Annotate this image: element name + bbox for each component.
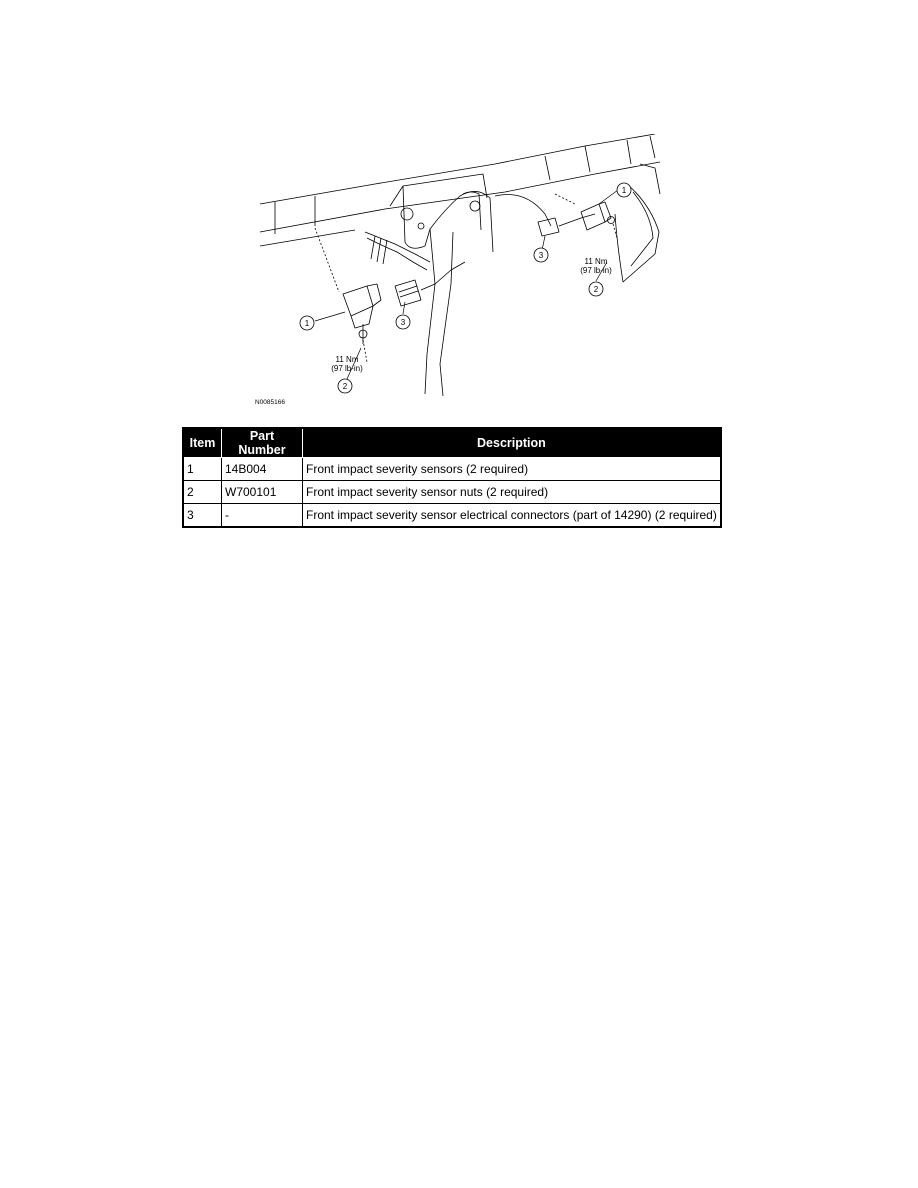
item-cell: 3 bbox=[183, 504, 222, 528]
callout-right-sensor bbox=[617, 183, 631, 197]
svg-text:2: 2 bbox=[342, 382, 348, 391]
svg-text:3: 3 bbox=[400, 318, 406, 327]
sensor-installation-illustration bbox=[255, 134, 665, 409]
part-number-cell: - bbox=[222, 504, 303, 528]
header-item: Item bbox=[183, 428, 222, 458]
parts-table bbox=[182, 427, 722, 528]
header-part-number: Part Number bbox=[222, 428, 303, 458]
torque-right-line2: (97 lb-in) bbox=[580, 266, 612, 275]
description-cell: Front impact severity sensors (2 required) bbox=[303, 458, 721, 481]
item-cell: 2 bbox=[183, 481, 222, 504]
torque-left-line2: (97 lb-in) bbox=[331, 364, 363, 373]
table-row bbox=[183, 504, 721, 528]
table-row bbox=[183, 481, 721, 504]
torque-right-line1: 11 Nm bbox=[584, 257, 608, 266]
svg-text:3: 3 bbox=[538, 251, 544, 260]
description-cell: Front impact severity sensor electrical connectors (part of 14290) (2 required) bbox=[303, 504, 721, 528]
part-number-cell: 14B004 bbox=[222, 458, 303, 481]
svg-text:1: 1 bbox=[304, 319, 310, 328]
callout-left-sensor bbox=[300, 316, 314, 330]
svg-text:2: 2 bbox=[593, 285, 599, 294]
table-row bbox=[183, 458, 721, 481]
item-cell: 1 bbox=[183, 458, 222, 481]
table-header-row bbox=[183, 428, 721, 458]
callout-right-connector bbox=[534, 248, 548, 262]
description-cell: Front impact severity sensor nuts (2 required) bbox=[303, 481, 721, 504]
callout-right-nut bbox=[589, 282, 603, 296]
callout-left-connector bbox=[396, 315, 410, 329]
part-number-cell: W700101 bbox=[222, 481, 303, 504]
header-description: Description bbox=[303, 428, 721, 458]
callout-left-nut bbox=[338, 379, 352, 393]
svg-text:1: 1 bbox=[621, 186, 627, 195]
callout-leaders bbox=[315, 190, 618, 379]
figure-id: N0085166 bbox=[255, 399, 285, 406]
torque-left-line1: 11 Nm bbox=[335, 355, 359, 364]
